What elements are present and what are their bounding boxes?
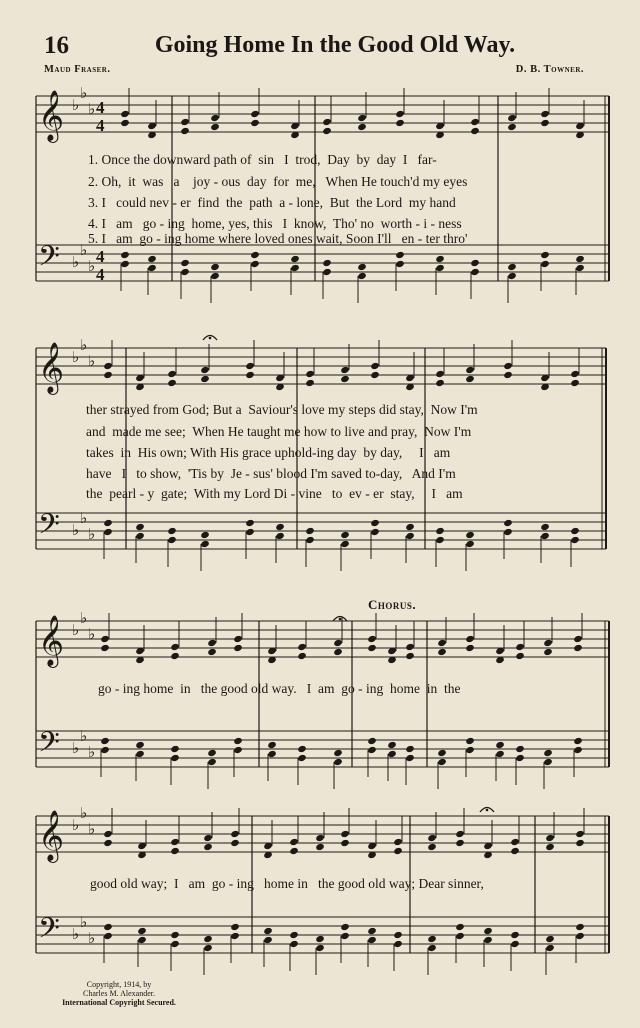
- notehead: [545, 944, 555, 952]
- notehead: [290, 264, 300, 272]
- verse-2-line-b: and made me see; When He taught me how to live and pray, Now I'm: [86, 424, 472, 439]
- verse-1-line-b: ther strayed from God; But a Saviour's love my steps did stay, Now I'm: [86, 402, 478, 417]
- notehead: [200, 375, 210, 383]
- time-signature-top: 4: [96, 247, 105, 266]
- notehead: [455, 839, 465, 847]
- flat-icon: ♭: [72, 621, 80, 639]
- notehead: [340, 830, 350, 838]
- notehead: [465, 644, 475, 652]
- flat-icon: ♭: [72, 253, 80, 271]
- author-credit: Maud Fraser.: [44, 64, 111, 75]
- notehead: [465, 540, 475, 548]
- notehead: [507, 123, 517, 131]
- notehead: [405, 754, 415, 762]
- notehead: [570, 379, 580, 387]
- notehead: [230, 830, 240, 838]
- chorus-lyric-1: go - ing home in the good old way. I am go - ing home in the: [98, 681, 461, 696]
- notehead: [170, 652, 180, 660]
- notehead: [170, 754, 180, 762]
- notehead: [147, 255, 157, 263]
- notehead: [540, 532, 550, 540]
- notehead: [103, 371, 113, 379]
- notehead: [267, 741, 277, 749]
- notehead: [495, 750, 505, 758]
- notehead: [340, 531, 350, 539]
- verse-5-line-a: 5. I am go - ing home where loved ones wait, Soon I'll en - ter thro': [88, 231, 468, 246]
- flat-icon: ♭: [80, 913, 88, 931]
- notehead: [245, 362, 255, 370]
- notehead: [315, 834, 325, 842]
- flat-icon: ♭: [72, 816, 80, 834]
- fermata-dot: [209, 337, 212, 340]
- notehead: [370, 362, 380, 370]
- notehead: [370, 519, 380, 527]
- notehead: [289, 940, 299, 948]
- flat-icon: ♭: [72, 521, 80, 539]
- notehead: [210, 263, 220, 271]
- fermata-dot: [339, 618, 342, 621]
- notehead: [120, 260, 130, 268]
- notehead: [543, 758, 553, 766]
- notehead: [545, 935, 555, 943]
- notehead: [575, 255, 585, 263]
- notehead: [437, 639, 447, 647]
- notehead: [435, 264, 445, 272]
- notehead: [507, 272, 517, 280]
- notehead: [340, 923, 350, 931]
- treble-clef-icon: 𝄞: [38, 810, 65, 861]
- notehead: [395, 251, 405, 259]
- notehead: [322, 268, 332, 276]
- notehead: [405, 532, 415, 540]
- notehead: [200, 366, 210, 374]
- notehead: [207, 639, 217, 647]
- notehead: [340, 375, 350, 383]
- notehead: [395, 260, 405, 268]
- notehead: [470, 118, 480, 126]
- notehead: [540, 523, 550, 531]
- notehead: [427, 834, 437, 842]
- notehead: [515, 754, 525, 762]
- notehead: [367, 635, 377, 643]
- flat-icon: ♭: [72, 739, 80, 757]
- chorus-lyric-2: good old way; I am go - ing home in the good old way; Dear sinner,: [90, 876, 484, 891]
- notehead: [135, 532, 145, 540]
- notehead: [245, 528, 255, 536]
- notehead: [573, 746, 583, 754]
- notehead: [315, 944, 325, 952]
- verse-4-line-a: 4. I am go - ing home, yes, this I know, Tho' no worth - i - ness: [88, 216, 462, 231]
- notehead: [333, 749, 343, 757]
- flat-icon: ♭: [80, 336, 88, 354]
- notehead: [405, 652, 415, 660]
- notehead: [570, 536, 580, 544]
- notehead: [405, 745, 415, 753]
- flat-icon: ♭: [88, 625, 96, 643]
- bass-clef-icon: 𝄢: [38, 508, 60, 548]
- notehead: [540, 119, 550, 127]
- flat-icon: ♭: [80, 509, 88, 527]
- notehead: [393, 931, 403, 939]
- treble-clef-icon: 𝄞: [38, 90, 65, 141]
- notehead: [545, 834, 555, 842]
- notehead: [465, 531, 475, 539]
- bass-clef-icon: 𝄢: [38, 726, 60, 766]
- notehead: [103, 362, 113, 370]
- notehead: [305, 379, 315, 387]
- notehead: [507, 263, 517, 271]
- flat-icon: ♭: [88, 525, 96, 543]
- notehead: [395, 119, 405, 127]
- notehead: [510, 847, 520, 855]
- notehead: [322, 118, 332, 126]
- notehead: [210, 123, 220, 131]
- notehead: [333, 648, 343, 656]
- notehead: [503, 371, 513, 379]
- notehead: [510, 838, 520, 846]
- copyright-notice: [44, 980, 194, 1007]
- notehead: [483, 927, 493, 935]
- notehead: [170, 931, 180, 939]
- notehead: [207, 758, 217, 766]
- notehead: [507, 114, 517, 122]
- notehead: [367, 746, 377, 754]
- notehead: [367, 737, 377, 745]
- notehead: [573, 644, 583, 652]
- notehead: [305, 527, 315, 535]
- notehead: [200, 531, 210, 539]
- time-signature-bottom: 4: [96, 265, 105, 284]
- chorus-label: Chorus.: [368, 597, 417, 612]
- notehead: [543, 749, 553, 757]
- notehead: [357, 123, 367, 131]
- notehead: [370, 371, 380, 379]
- notehead: [357, 263, 367, 271]
- notehead: [515, 643, 525, 651]
- notehead: [515, 745, 525, 753]
- notehead: [575, 264, 585, 272]
- bass-clef-icon: 𝄢: [38, 240, 60, 280]
- treble-clef-icon: 𝄞: [38, 342, 65, 393]
- notehead: [305, 536, 315, 544]
- notehead: [137, 927, 147, 935]
- copyright-line-1: Copyright, 1914, by: [86, 980, 152, 989]
- notehead: [180, 268, 190, 276]
- notehead: [545, 843, 555, 851]
- flat-icon: ♭: [72, 348, 80, 366]
- copyright-line-2: Charles M. Alexander.: [83, 989, 155, 998]
- notehead: [455, 830, 465, 838]
- notehead: [503, 362, 513, 370]
- verse-5-line-b: the pearl - y gate; With my Lord Di - vine to ev - er stay, I am: [86, 486, 463, 501]
- notehead: [367, 927, 377, 935]
- verse-4-line-b: have I to show, 'Tis by Je - sus' blood I'm saved to-day, And I'm: [86, 466, 456, 481]
- notehead: [103, 830, 113, 838]
- flat-icon: ♭: [88, 352, 96, 370]
- notehead: [289, 838, 299, 846]
- notehead: [245, 519, 255, 527]
- notehead: [263, 936, 273, 944]
- notehead: [575, 830, 585, 838]
- notehead: [370, 528, 380, 536]
- flat-icon: ♭: [80, 804, 88, 822]
- notehead: [290, 255, 300, 263]
- notehead: [340, 540, 350, 548]
- notehead: [100, 644, 110, 652]
- notehead: [170, 745, 180, 753]
- notehead: [357, 272, 367, 280]
- notehead: [503, 519, 513, 527]
- notehead: [245, 371, 255, 379]
- notehead: [297, 652, 307, 660]
- copyright-line-3: International Copyright Secured.: [62, 998, 176, 1007]
- notehead: [230, 932, 240, 940]
- notehead: [275, 523, 285, 531]
- flat-icon: ♭: [88, 257, 96, 275]
- flat-icon: ♭: [80, 84, 88, 102]
- notehead: [100, 746, 110, 754]
- notehead: [315, 843, 325, 851]
- notehead: [167, 527, 177, 535]
- notehead: [203, 935, 213, 943]
- notehead: [233, 737, 243, 745]
- notehead: [263, 927, 273, 935]
- notehead: [135, 523, 145, 531]
- notehead: [510, 940, 520, 948]
- flat-icon: ♭: [72, 96, 80, 114]
- notehead: [170, 838, 180, 846]
- time-signature-top: 4: [96, 98, 105, 117]
- verse-3-line-b: takes in His own; With His grace uphold-ing day by day, I am: [86, 445, 451, 460]
- notehead: [367, 644, 377, 652]
- notehead: [250, 251, 260, 259]
- notehead: [233, 644, 243, 652]
- notehead: [570, 370, 580, 378]
- notehead: [437, 648, 447, 656]
- notehead: [207, 648, 217, 656]
- notehead: [135, 741, 145, 749]
- notehead: [387, 741, 397, 749]
- verse-2-line-a: 2. Oh, it was a joy - ous day for me, When He touch'd my eyes: [88, 174, 468, 189]
- notehead: [575, 932, 585, 940]
- notehead: [210, 272, 220, 280]
- hymn-number: 16: [44, 32, 69, 59]
- hymn-title: Going Home In the Good Old Way.: [154, 32, 516, 58]
- notehead: [120, 110, 130, 118]
- flat-icon: ♭: [80, 727, 88, 745]
- notehead: [503, 528, 513, 536]
- verse-1-line-a: 1. Once the downward path of sin I trod, Day by day I far-: [88, 152, 437, 167]
- notehead: [427, 843, 437, 851]
- notehead: [170, 847, 180, 855]
- notehead: [135, 750, 145, 758]
- notehead: [230, 839, 240, 847]
- flat-icon: ♭: [80, 241, 88, 259]
- notehead: [540, 110, 550, 118]
- notehead: [200, 540, 210, 548]
- notehead: [180, 118, 190, 126]
- notehead: [470, 127, 480, 135]
- notehead: [395, 110, 405, 118]
- notehead: [167, 370, 177, 378]
- notehead: [470, 268, 480, 276]
- notehead: [543, 648, 553, 656]
- notehead: [575, 923, 585, 931]
- notehead: [405, 523, 415, 531]
- notehead: [203, 944, 213, 952]
- notehead: [167, 379, 177, 387]
- notehead: [305, 370, 315, 378]
- notehead: [573, 635, 583, 643]
- notehead: [455, 923, 465, 931]
- notehead: [120, 251, 130, 259]
- notehead: [515, 652, 525, 660]
- notehead: [170, 940, 180, 948]
- flat-icon: ♭: [88, 820, 96, 838]
- notehead: [427, 935, 437, 943]
- notehead: [465, 746, 475, 754]
- notehead: [435, 379, 445, 387]
- notehead: [103, 932, 113, 940]
- notehead: [207, 749, 217, 757]
- notehead: [357, 114, 367, 122]
- notehead: [297, 754, 307, 762]
- notehead: [435, 527, 445, 535]
- notehead: [100, 635, 110, 643]
- notehead: [393, 940, 403, 948]
- notehead: [543, 639, 553, 647]
- notehead: [393, 847, 403, 855]
- notehead: [435, 255, 445, 263]
- notehead: [103, 923, 113, 931]
- notehead: [103, 519, 113, 527]
- flat-icon: ♭: [88, 100, 96, 118]
- composer-credit: D. B. Towner.: [515, 64, 584, 75]
- notehead: [322, 259, 332, 267]
- flat-icon: ♭: [88, 929, 96, 947]
- notehead: [120, 119, 130, 127]
- verse-3-line-a: 3. I could nev - er find the path a - lone, But the Lord my hand: [88, 195, 456, 210]
- notehead: [405, 643, 415, 651]
- notehead: [465, 366, 475, 374]
- notehead: [455, 932, 465, 940]
- notehead: [167, 536, 177, 544]
- notehead: [297, 745, 307, 753]
- notehead: [275, 532, 285, 540]
- notehead: [137, 936, 147, 944]
- notehead: [393, 838, 403, 846]
- notehead: [250, 260, 260, 268]
- notehead: [289, 847, 299, 855]
- notehead: [435, 370, 445, 378]
- notehead: [147, 264, 157, 272]
- notehead: [333, 758, 343, 766]
- notehead: [465, 635, 475, 643]
- notehead: [495, 741, 505, 749]
- notehead: [180, 127, 190, 135]
- fermata-dot: [486, 809, 489, 812]
- notehead: [437, 758, 447, 766]
- notehead: [575, 839, 585, 847]
- notehead: [435, 536, 445, 544]
- notehead: [573, 737, 583, 745]
- notehead: [233, 746, 243, 754]
- notehead: [267, 750, 277, 758]
- treble-clef-icon: 𝄞: [38, 615, 65, 666]
- notehead: [233, 635, 243, 643]
- notehead: [289, 931, 299, 939]
- notehead: [570, 527, 580, 535]
- notehead: [465, 375, 475, 383]
- notehead: [465, 737, 475, 745]
- notehead: [367, 936, 377, 944]
- notehead: [483, 936, 493, 944]
- notehead: [203, 834, 213, 842]
- notehead: [540, 251, 550, 259]
- bass-clef-icon: 𝄢: [38, 912, 60, 952]
- notehead: [340, 839, 350, 847]
- notehead: [333, 639, 343, 647]
- notehead: [322, 127, 332, 135]
- notehead: [387, 750, 397, 758]
- notehead: [250, 110, 260, 118]
- notehead: [203, 843, 213, 851]
- notehead: [315, 935, 325, 943]
- flat-icon: ♭: [88, 743, 96, 761]
- notehead: [250, 119, 260, 127]
- notehead: [230, 923, 240, 931]
- notehead: [427, 944, 437, 952]
- notehead: [100, 737, 110, 745]
- notehead: [540, 260, 550, 268]
- notehead: [340, 932, 350, 940]
- notehead: [103, 839, 113, 847]
- notehead: [170, 643, 180, 651]
- notehead: [103, 528, 113, 536]
- notehead: [210, 114, 220, 122]
- time-signature-bottom: 4: [96, 116, 105, 135]
- notehead: [180, 259, 190, 267]
- notehead: [297, 643, 307, 651]
- notehead: [340, 366, 350, 374]
- notehead: [437, 749, 447, 757]
- flat-icon: ♭: [80, 609, 88, 627]
- flat-icon: ♭: [72, 925, 80, 943]
- notehead: [510, 931, 520, 939]
- notehead: [470, 259, 480, 267]
